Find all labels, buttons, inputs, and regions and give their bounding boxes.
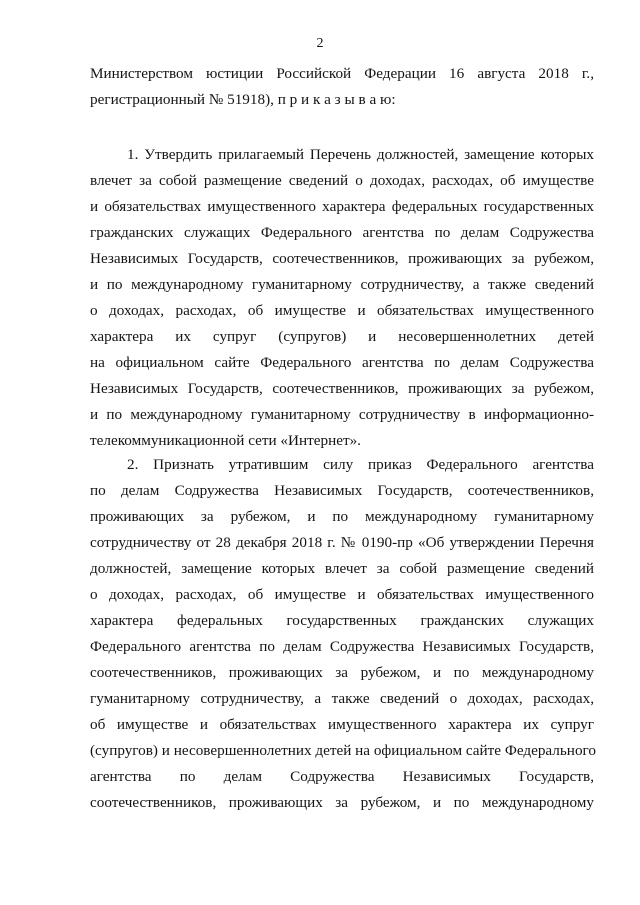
text-line: соотечественников, проживающих за рубежом, и по международному <box>90 794 594 811</box>
text-line: соотечественников, проживающих за рубежом, и по международному <box>90 664 594 681</box>
text-line: Федерального агентства по делам Содружества Независимых Государств, <box>90 638 594 655</box>
text-line: и по международному гуманитарному сотрудничеству в информационно- <box>90 406 594 423</box>
text-line: на официальном сайте Федерального агентства по делам Содружества <box>90 354 594 371</box>
text-line: регистрационный № 51918), п р и к а з ы в а ю: <box>90 91 396 108</box>
text-line: агентства по делам Содружества Независимых Государств, <box>90 768 594 785</box>
text-line: проживающих за рубежом, и по международному гуманитарному <box>90 508 594 525</box>
text-line: должностей, замещение которых влечет за собой размещение сведений <box>90 560 594 577</box>
text-line: характера федеральных государственных гражданских служащих <box>90 612 594 629</box>
paragraph-2 <box>90 452 594 816</box>
text-line: 2. Признать утратившим силу приказ Федерального агентства <box>127 456 594 473</box>
text-line: влечет за собой размещение сведений о доходах, расходах, об имуществе <box>90 172 594 189</box>
text-line: телекоммуникационной сети «Интернет». <box>90 432 361 449</box>
text-line: об имуществе и обязательствах имущественного характера их супруг <box>90 716 594 733</box>
text-line: о доходах, расходах, об имуществе и обязательствах имущественного <box>90 302 594 319</box>
text-line: Министерством юстиции Российской Федерации 16 августа 2018 г., <box>90 65 594 82</box>
page-number: 2 <box>316 36 324 51</box>
text-line: о доходах, расходах, об имуществе и обязательствах имущественного <box>90 586 594 603</box>
text-line: Независимых Государств, соотечественников, проживающих за рубежом, <box>90 250 594 267</box>
text-line: характера их супруг (супругов) и несовершеннолетних детей <box>90 328 594 345</box>
text-line: Независимых Государств, соотечественников, проживающих за рубежом, <box>90 380 594 397</box>
intro-text <box>90 61 594 113</box>
text-line: (супругов) и несовершеннолетних детей на официальном сайте Федерального <box>90 742 596 759</box>
text-line: по делам Содружества Независимых Государств, соотечественников, <box>90 482 594 499</box>
text-line: и обязательствах имущественного характера федеральных государственных <box>90 198 594 215</box>
text-line: гражданских служащих Федерального агентства по делам Содружества <box>90 224 594 241</box>
text-line: 1. Утвердить прилагаемый Перечень должностей, замещение которых <box>127 146 594 163</box>
text-line: и по международному гуманитарному сотрудничеству, а также сведений <box>90 276 594 293</box>
text-line: гуманитарному сотрудничеству, а также сведений о доходах, расходах, <box>90 690 594 707</box>
text-line: сотрудничеству от 28 декабря 2018 г. № 0190-пр «Об утверждении Перечня <box>90 534 594 551</box>
paragraph-1 <box>90 142 594 454</box>
